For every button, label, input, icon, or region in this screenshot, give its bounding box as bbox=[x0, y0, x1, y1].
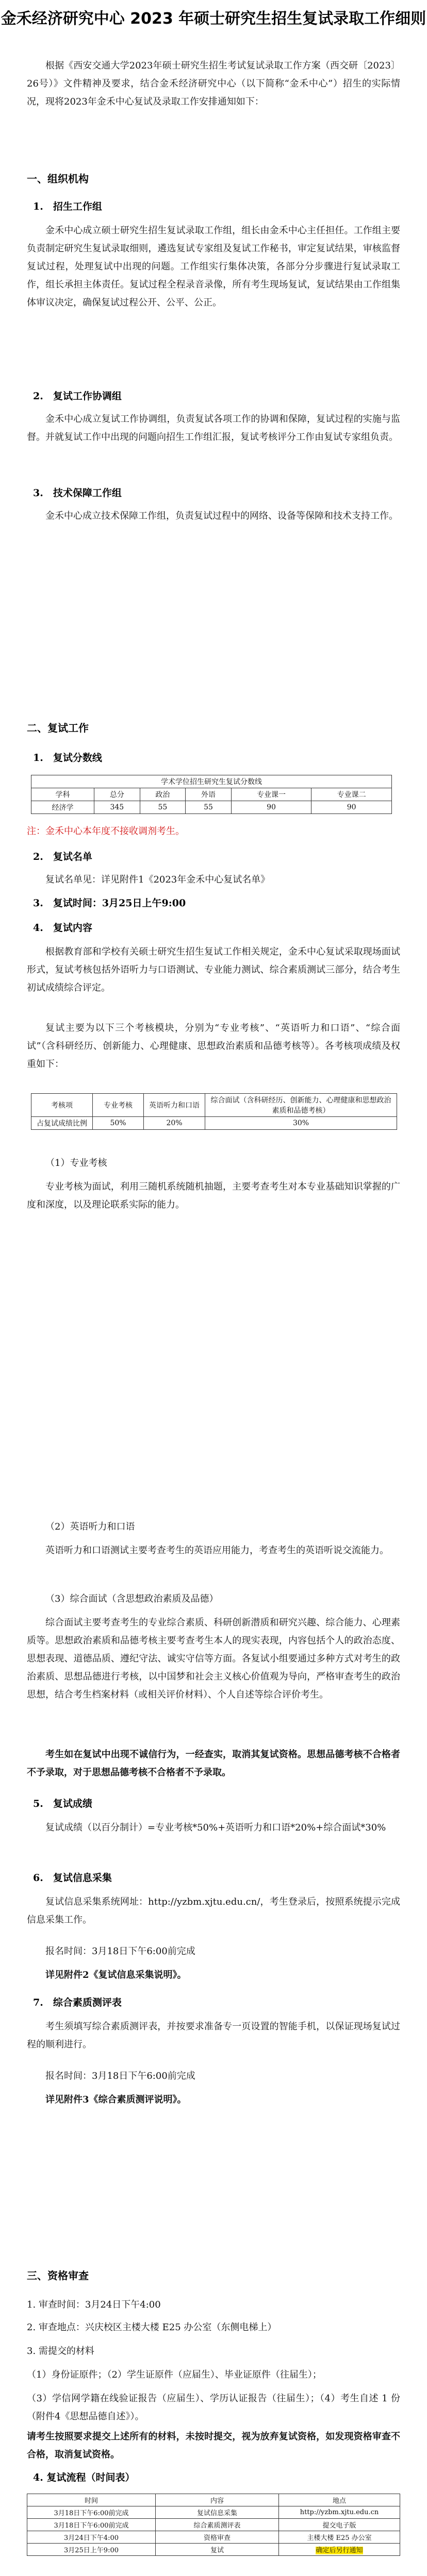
score-table-header: 政治 bbox=[140, 788, 186, 801]
section-2-sub7: 7. 综合素质测评表 bbox=[33, 1997, 122, 2008]
review-materials-2: （3）学信网学籍在线验证报告（应届生）、学历认证报告（往届生）；（4）考生自述 1 份（附件4《思想品德自述》）。 bbox=[27, 2393, 400, 2422]
schedule-cell: 综合素质测评表 bbox=[156, 2519, 279, 2531]
score-table-header: 总分 bbox=[94, 788, 140, 801]
eval-paragraph: 考生须填写综合素质测评表，并按要求准备专一页设置的智能手机，以保证现场复试过程的顺利进行。 bbox=[27, 2021, 400, 2050]
score-table-header: 学科 bbox=[31, 788, 94, 801]
weight-table-header: 专业考核 bbox=[93, 1094, 144, 1117]
schedule-cell: 复试信息采集 bbox=[156, 2506, 279, 2519]
score-table-caption: 学术学位招生研究生复试分数线 bbox=[31, 775, 392, 788]
schedule-header: 时间 bbox=[27, 2494, 156, 2506]
score-table-cell: 345 bbox=[94, 801, 140, 814]
weight-table-header: 考核项 bbox=[31, 1094, 93, 1117]
section-2-sub5: 5. 复试成绩 bbox=[33, 1798, 92, 1809]
attachment-2-ref: 详见附件2《复试信息采集说明》。 bbox=[45, 1970, 187, 1980]
schedule-cell: 3月18日下午6:00前完成 bbox=[27, 2506, 156, 2519]
schedule-cell: 提交电子版 bbox=[279, 2519, 400, 2531]
section-2-sub1: 1. 复试分数线 bbox=[33, 752, 102, 764]
schedule-cell bbox=[279, 2544, 400, 2556]
score-table-cell: 90 bbox=[311, 801, 392, 814]
retest-content-paragraph: 根据教育部和学校有关硕士研究生招生复试工作相关规定，金禾中心复试采取现场面试形式，复试考核包括外语听力与口语测试、专业能力测试、综合素质测试三部分，结合考生初试成绩综合评定。 bbox=[27, 946, 400, 993]
review-location: 2. 审查地点：兴庆校区主楼大楼 E25 办公室（东侧电梯上） bbox=[27, 2322, 277, 2333]
section-1-p3: 金禾中心成立技术保障工作组，负责复试过程中的网络、设备等保障和技术支持工作。 bbox=[45, 511, 398, 521]
intro-paragraph: 根据《西安交通大学2023年硕士研究生招生考试复试录取工作方案（西交研〔2023〕26号）》文件精神及要求，结合金禾经济研究中心（以下简称“金禾中心”）招生的实际情况，现将2023年金禾中心复试及录取工作安排通知如下： bbox=[27, 60, 400, 107]
section-2-sub4: 4. 复试内容 bbox=[33, 922, 92, 934]
weight-table-cell: 20% bbox=[144, 1117, 205, 1130]
section-2-sub6: 6. 复试信息采集 bbox=[33, 1872, 112, 1884]
info-collect-paragraph: 复试信息采集系统网址：http://yzbm.xjtu.edu.cn/，考生登录后，按照系统提示完成信息采集工作。 bbox=[27, 1896, 400, 1925]
item-2-paragraph: 英语听力和口语测试主要考查考生的英语应用能力，考查考生的英语听说交流能力。 bbox=[45, 1545, 389, 1556]
section-2-sub2: 2. 复试名单 bbox=[33, 851, 92, 862]
schedule-heading: 4. 复试流程（时间表） bbox=[33, 2472, 135, 2483]
score-table-cell: 55 bbox=[186, 801, 232, 814]
schedule-cell: 3月24日下午4:00 bbox=[27, 2531, 156, 2544]
weight-table-header: 英语听力和口语 bbox=[144, 1094, 205, 1117]
schedule-table bbox=[27, 2494, 400, 2556]
review-time: 1. 审查时间：3月24日下午4:00 bbox=[27, 2299, 161, 2310]
item-2-title: （2）英语听力和口语 bbox=[45, 1521, 135, 1532]
schedule-header: 内容 bbox=[156, 2494, 279, 2506]
retest-time: 3. 复试时间：3月25日上午9:00 bbox=[33, 897, 186, 909]
eval-deadline: 报名时间：3月18日下午6:00前完成 bbox=[45, 2071, 195, 2081]
item-3-paragraph: 综合面试主要考查考生的专业综合素质、科研创新潜质和研究兴趣、综合能力、心理素质等。思想政治素质和品德考核主要考查考生本人的现实表现，内容包括个人的政治态度、思想表现、道德品质、遵纪守法、诚实守信等方面。各复试小组要通过多种方式对考生的政治素质、思想品德进行考核，以中国梦和社会主义核心价值观为导向，严格审查考生的政治思想，结合考生档案材料（或相关评价材料）、个人自述等综合评价考生。 bbox=[27, 1617, 400, 1700]
weight-table-header: 综合面试（含科研经历、创新能力、心理健康和思想政治素质和品德考核） bbox=[205, 1094, 397, 1117]
score-table-header: 外语 bbox=[186, 788, 232, 801]
weight-table-cell: 50% bbox=[93, 1117, 144, 1130]
review-materials-1: （1）身份证原件；（2）学生证原件（应届生）、毕业证原件（往届生）； bbox=[27, 2369, 322, 2380]
review-warning: 请考生按照要求提交上述所有的材料，未按时提交，视为放弃复试资格，如发现资格审查不合格，取消复试资格。 bbox=[27, 2431, 400, 2460]
schedule-cell: 复试 bbox=[156, 2544, 279, 2556]
section-1-sub3: 3. 技术保障工作组 bbox=[33, 487, 122, 499]
item-1-title: （1）专业考核 bbox=[45, 1158, 107, 1168]
schedule-cell: 3月18日下午6:00前完成 bbox=[27, 2519, 156, 2531]
document-title: 金禾经济研究中心 2023 年硕士研究生招生复试录取工作细则 bbox=[1, 10, 426, 28]
score-table-header: 专业课一 bbox=[231, 788, 311, 801]
score-table-cell: 90 bbox=[231, 801, 311, 814]
item-1-paragraph: 专业考核为面试，利用三随机系统随机抽题，主要考查考生对本专业基础知识掌握的广度和深度，以及理论联系实际的能力。 bbox=[27, 1181, 400, 1210]
score-table-cell: 经济学 bbox=[31, 801, 94, 814]
schedule-cell: 主楼大楼 E25 办公室 bbox=[279, 2531, 400, 2544]
attachment-3-ref: 详见附件3《综合素质测评说明》。 bbox=[45, 2094, 187, 2105]
weight-table-cell: 30% bbox=[205, 1117, 397, 1130]
retest-list-paragraph: 复试名单见：详见附件1《2023年金禾中心复试名单》 bbox=[45, 874, 270, 885]
retest-modules-paragraph: 复试主要为以下三个考核模块，分别为“专业考核”、“英语听力和口语”、“综合面试”（含科研经历、创新能力、心理健康、思想政治素质和品德考核等）。各考核项成绩及权重如下： bbox=[27, 1023, 400, 1070]
schedule-cell: 资格审查 bbox=[156, 2531, 279, 2544]
schedule-highlight: 确定后另行通知 bbox=[316, 2547, 363, 2554]
section-3-heading: 三、资格审查 bbox=[27, 2269, 89, 2282]
weight-table-cell: 占复试成绩比例 bbox=[31, 1117, 93, 1130]
item-3-title: （3）综合面试（含思想政治素质及品德） bbox=[45, 1594, 219, 1604]
weight-table bbox=[31, 1093, 397, 1130]
section-1-p2: 金禾中心成立复试工作协调组，负责复试各项工作的协调和保障，复试过程的实施与监督。并就复试工作中出现的问题向招生工作组汇报，复试考核评分工作由复试专家组负责。 bbox=[27, 414, 400, 443]
score-table-header: 专业课二 bbox=[311, 788, 392, 801]
review-materials-title: 3. 需提交的材料 bbox=[27, 2346, 94, 2357]
no-transfer-note: 注：金禾中心本年度不接收调剂考生。 bbox=[27, 826, 185, 837]
score-table-cell: 55 bbox=[140, 801, 186, 814]
score-line-table bbox=[31, 775, 392, 814]
schedule-cell: http://yzbm.xjtu.edu.cn bbox=[279, 2506, 400, 2519]
section-2-heading: 二、复试工作 bbox=[27, 722, 89, 734]
item-3-warning: 考生如在复试中出现不诚信行为，一经查实，取消其复试资格。思想品德考核不合格者不予录取，对于思想品德考核不合格者不予录取。 bbox=[27, 1749, 400, 1778]
section-1-sub1: 1. 招生工作组 bbox=[33, 201, 102, 212]
score-formula: 复试成绩（以百分制计）=专业考核*50%+英语听力和口语*20%+综合面试*30% bbox=[45, 1822, 386, 1833]
section-1-heading: 一、组织机构 bbox=[27, 173, 89, 185]
schedule-header: 地点 bbox=[279, 2494, 400, 2506]
schedule-cell: 3月25日上午9:00 bbox=[27, 2544, 156, 2556]
info-collect-deadline: 报名时间：3月18日下午6:00前完成 bbox=[45, 1946, 195, 1957]
section-1-sub2: 2. 复试工作协调组 bbox=[33, 391, 122, 402]
section-1-p1: 金禾中心成立硕士研究生招生复试录取工作组，组长由金禾中心主任担任。工作组主要负责制定研究生复试录取细则，遴选复试专家组及复试工作秘书，审定复试结果，审核监督复试过程，处理复试中出现的问题。工作组实行集体决策，各部分分步骤进行复试录取工作，组长承担主体责任。复试过程全程录音录像，所有考生现场复试，复试结果由工作组集体审议决定，确保复试过程公开、公平、公正。 bbox=[27, 225, 400, 308]
